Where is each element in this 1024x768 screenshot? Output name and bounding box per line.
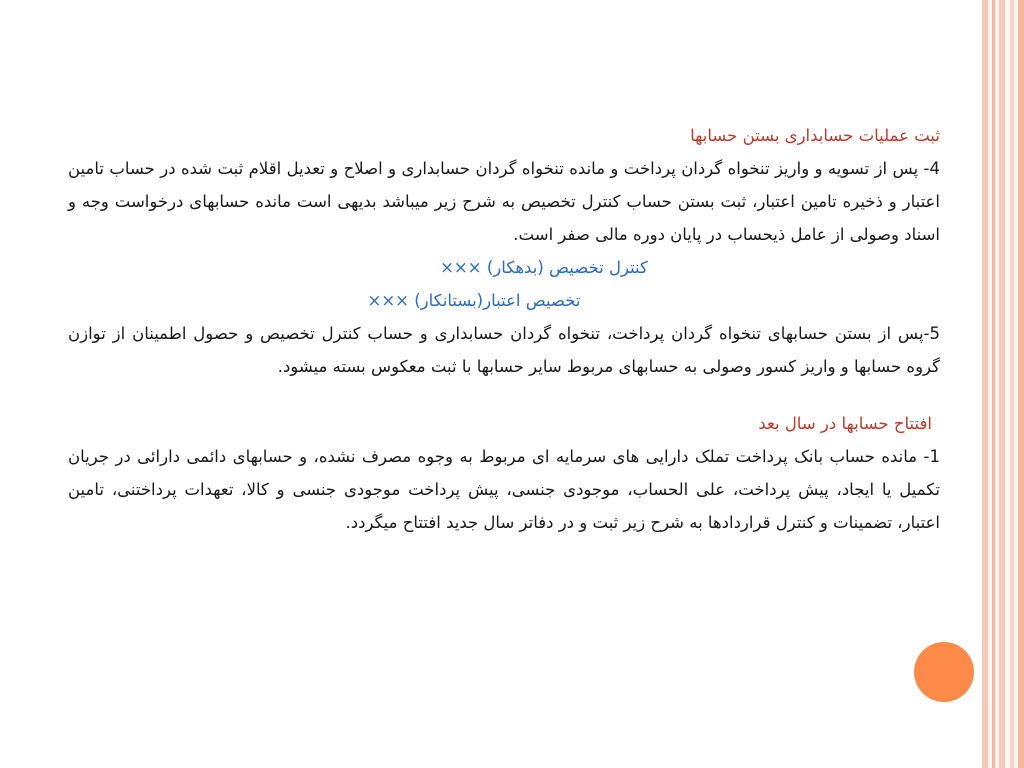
paragraph-step-4: 4- پس از تسویه و واریز تنخواه گردان پرداخت و مانده تنخواه گردان حسابداری و اصلاح و تعدیل اقلام ثبت شده در حساب تامین اعتبار و ذخیره تامین اعتبار، ثبت بستن حساب کنترل تخصیص به شرح زیر میباشد بدیهی است مانده حسابهای درخواست وجه و اسناد وصولی از عامل ذیحساب در پایان دوره مالی صفر است. (68, 159, 940, 244)
paragraph-opening-step-1: 1- مانده حساب بانک پرداخت تملک دارایی های سرمایه ای مربوط به وجوه مصرف نشده، و حسابهای دائمی دارائی در جریان تکمیل یا ایجاد، پیش پرداخت، علی الحساب، موجودی جنسی، پیش پرداخت موجودی جنسی و کالا، تعهدات پرداختنی، تامین اعتبار، تضمینات و کنترل قراردادها به شرح زیر ثبت و در دفاتر سال جدید افتتاح میگردد. (68, 447, 940, 532)
section-opening-title: افتتاح حسابها در سال بعد (758, 414, 932, 433)
decorative-stripe (982, 0, 988, 768)
slide-content (68, 119, 940, 539)
decorative-stripe (1018, 0, 1024, 768)
accent-circle-decoration (914, 642, 974, 702)
decorative-stripe (992, 0, 995, 768)
decorative-stripe (999, 0, 1005, 768)
decorative-stripe (1010, 0, 1014, 768)
journal-entry-debit: کنترل تخصیص (بدهکار) ××× (440, 258, 648, 277)
journal-entry-credit: تخصیص اعتبار(بستانکار) ××× (367, 291, 581, 310)
paragraph-step-5: 5-پس از بستن حسابهای تنخواه گردان پرداخت، تنخواه گردان حسابداری و حساب کنترل تخصیص و حصول اطمینان از توازن گروه حسابها و واریز کسور وصولی به حسابهای مربوط سایر حسابها با ثبت معکوس بسته میشود. (68, 324, 940, 376)
section-closing-title: ثبت عملیات حسابداری بستن حسابها (690, 126, 940, 145)
section-gap (68, 383, 940, 407)
